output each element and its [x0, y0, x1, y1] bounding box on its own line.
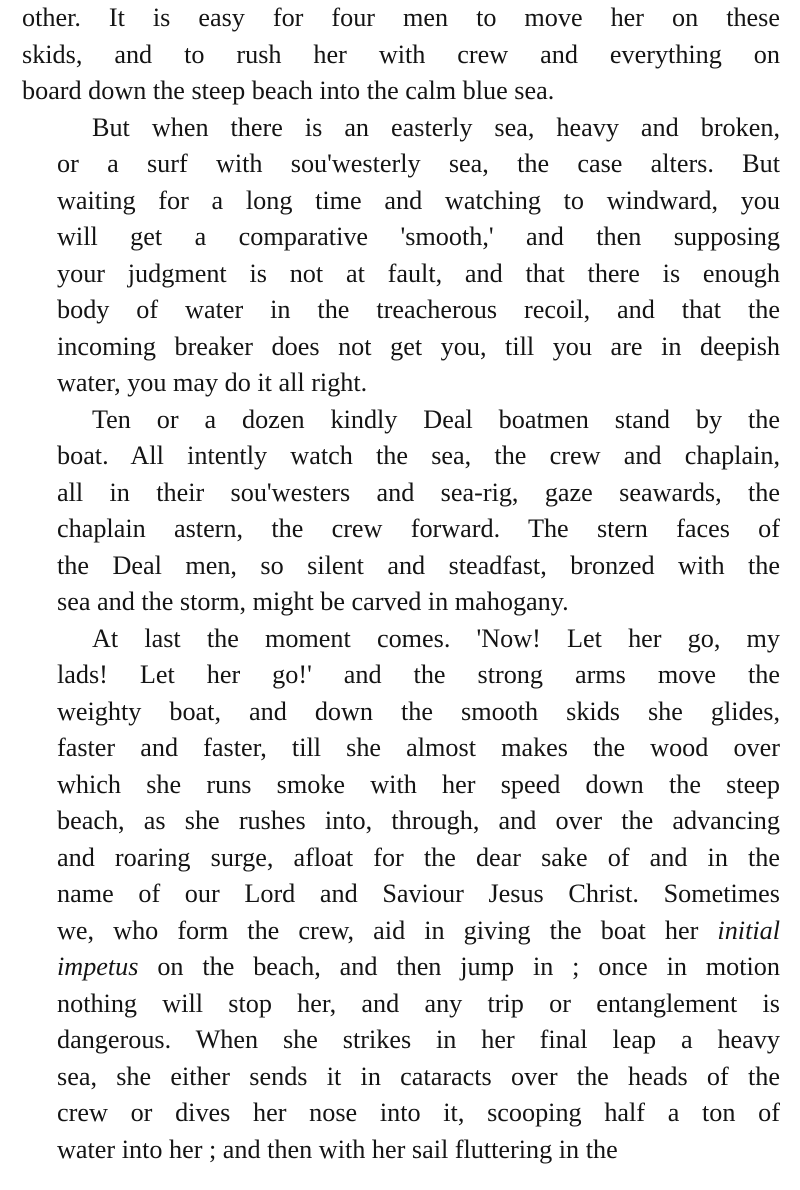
text-line: the Deal men, so silent and steadfast, bronzed with the	[57, 550, 780, 580]
text-line: water, you may do it all right.	[57, 368, 368, 397]
text-line: body of water in the treacherous recoil, and that the	[57, 295, 780, 324]
text-line: At last the moment comes. 'Now! Let her go, my	[92, 623, 780, 653]
text-line: waiting for a long time and watching to windward, you	[57, 185, 780, 215]
paragraph	[22, 402, 780, 621]
text-line: dangerous. When she strikes in her final leap a heavy	[57, 1025, 780, 1054]
text-line: beach, as she rushes into, through, and over the advancing	[57, 806, 780, 835]
text-line: sea, she either sends it in cataracts over the heads of the	[57, 1061, 780, 1091]
text-line: crew or dives her nose into it, scooping half a ton of	[57, 1098, 780, 1127]
text-line: all in their sou'westers and sea-rig, gaze seawards, the	[57, 477, 780, 507]
text-line: weighty boat, and down the smooth skids she glides,	[57, 696, 780, 726]
text-line: Ten or a dozen kindly Deal boatmen stand by the	[92, 404, 780, 434]
text-line: other. It is easy for four men to move her on these	[22, 3, 780, 32]
text-line: chaplain astern, the crew forward. The stern faces of	[57, 514, 780, 543]
text-line: your judgment is not at fault, and that there is enough	[57, 258, 780, 288]
text-line: water into her ; and then with her sail fluttering in the	[57, 1134, 618, 1164]
text-line: nothing will stop her, and any trip or entanglement is	[57, 988, 780, 1018]
text-line: faster and faster, till she almost makes the wood over	[57, 733, 780, 762]
text-line: skids, and to rush her with crew and everything on	[22, 39, 780, 69]
text-line: But when there is an easterly sea, heavy and broken,	[92, 112, 780, 142]
text-line: or a surf with sou'westerly sea, the case alters. But	[57, 149, 780, 178]
paragraph	[22, 621, 780, 1169]
text-line: and roaring surge, afloat for the dear sake of and in the	[57, 842, 780, 872]
text-line: we, who form the crew, aid in giving the boat her initial	[57, 915, 780, 945]
text-line: lads! Let her go!' and the strong arms move the	[57, 660, 780, 689]
text-line: name of our Lord and Saviour Jesus Christ. Sometimes	[57, 879, 780, 908]
text-line: which she runs smoke with her speed down the steep	[57, 769, 780, 799]
text-line: board down the steep beach into the calm blue sea.	[22, 76, 555, 105]
text-line: will get a comparative 'smooth,' and then supposing	[57, 222, 780, 251]
paragraph	[22, 0, 780, 110]
text-line: sea and the storm, might be carved in mahogany.	[57, 587, 569, 616]
text-line: impetus on the beach, and then jump in ; once in motion	[57, 952, 780, 981]
page-text	[22, 0, 780, 1168]
text-line: boat. All intently watch the sea, the crew and chaplain,	[57, 441, 780, 470]
text-line: incoming breaker does not get you, till you are in deepish	[57, 331, 780, 361]
paragraph	[22, 110, 780, 402]
